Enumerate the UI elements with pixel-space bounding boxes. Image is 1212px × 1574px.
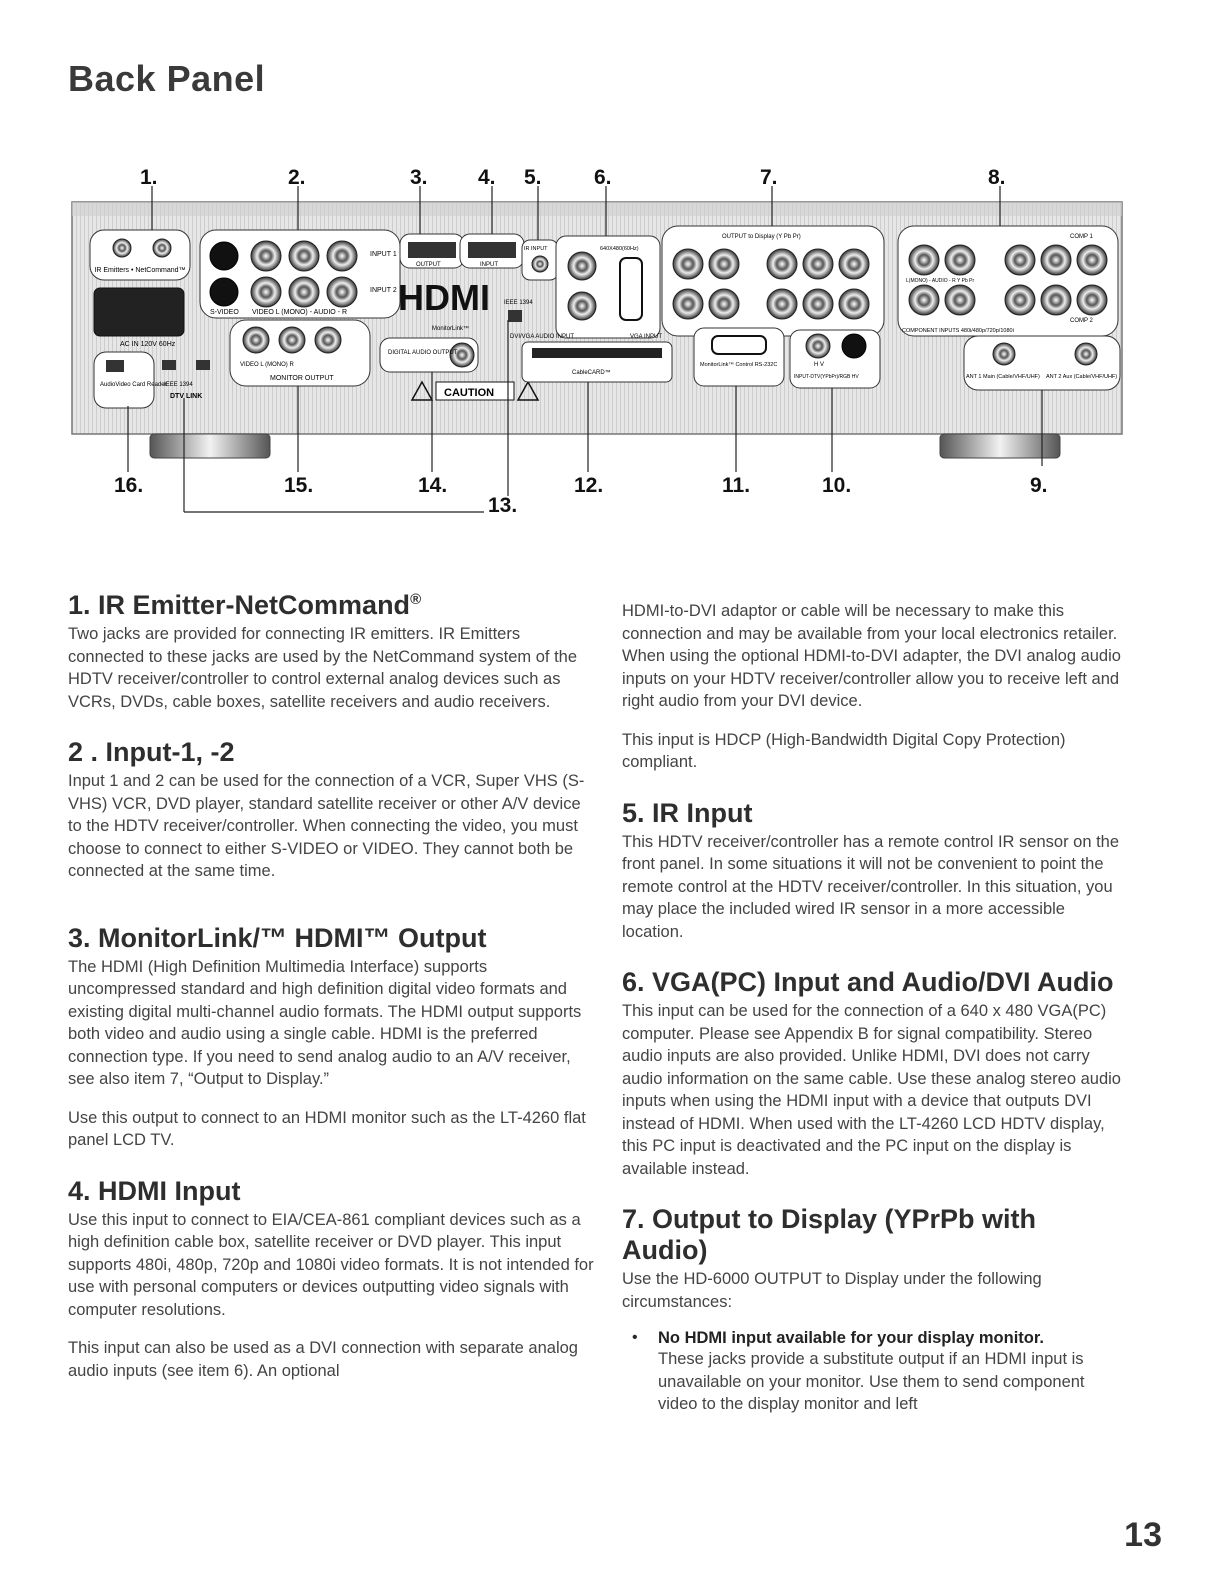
section-vga-input	[622, 967, 1122, 1180]
callout-12: 12.	[574, 474, 604, 497]
section-heading: 2 . Input-1, -2	[68, 737, 235, 768]
svideo-jack-2	[210, 278, 238, 306]
video-audio-label: VIDEO L (MONO) - AUDIO - R	[252, 309, 348, 316]
ir-emitter-jack-2	[153, 239, 171, 257]
paragraph: Use the HD-6000 OUTPUT to Display under the following circumstances:	[622, 1270, 1042, 1311]
monitor-audio-label: VIDEO L (MONO) R	[240, 362, 294, 368]
ant1-jack	[993, 343, 1015, 365]
heading-text: 1. IR Emitter-NetCommand	[68, 590, 411, 620]
monitor-output-label: MONITOR OUTPUT	[270, 375, 334, 382]
callout-9: 9.	[1030, 474, 1048, 497]
callout-14: 14.	[418, 474, 448, 497]
card-reader-label: AudioVideo Card Reader	[100, 382, 167, 388]
bullet-item	[622, 1329, 1122, 1416]
callout-8: 8.	[988, 166, 1006, 189]
callout-11: 11.	[722, 474, 751, 497]
paragraph: This input can also be used as a DVI connection with separate analog audio inputs (see item 6). An optional	[68, 1339, 578, 1380]
rs232-label: MonitorLink™ Control RS-232C	[700, 362, 778, 368]
page-title: Back Panel	[68, 58, 266, 99]
section-heading: 7. Output to Display (YPrPb with Audio)	[622, 1204, 1037, 1266]
callout-10: 10.	[822, 474, 852, 497]
callout-4: 4.	[478, 166, 496, 189]
ir-emitters-label: IR Emitters • NetCommand™	[94, 267, 186, 274]
ac-inlet	[94, 288, 184, 336]
paragraph: HDMI-to-DVI adaptor or cable will be necessary to make this connection and may be available from your local electronics retailer. When using the optional HDMI-to-DVI adapter, the DVI analog audio inputs on your HDTV receiver/controller allow you to receive left and right audio from your DVI device.	[622, 602, 1121, 710]
svideo-jack-1	[210, 242, 238, 270]
ac-in-label: AC IN 120V 60Hz	[120, 341, 176, 348]
section-input-1-2	[68, 737, 598, 883]
ir-input-jack	[532, 256, 548, 272]
right-column	[622, 600, 1122, 1440]
input1-label: INPUT 1	[370, 251, 397, 258]
svideo-label: S-VIDEO	[210, 309, 239, 316]
paragraph: This input can be used for the connection of a 640 x 480 VGA(PC) computer. Please see Appendix B for signal compatibility. Stereo audio inputs are also provided. Unlike HDMI, DVI does not carry audio information on the same cable. Use these analog stereo audio inputs when using the HDMI input with a device that outputs DVI instead of HDMI. When used with the LT-4260 LCD HDTV display, this PC input is deactivated and the PC input on the display is available instead.	[622, 1002, 1121, 1178]
ir-emitter-jack-1	[113, 239, 131, 257]
section-hdmi-input	[68, 1176, 598, 1383]
hdmi-output-label: OUTPUT	[416, 262, 441, 268]
callout-3: 3.	[410, 166, 428, 189]
input2-label: INPUT 2	[370, 287, 397, 294]
ant2-jack	[1075, 343, 1097, 365]
heading-sup: ®	[410, 591, 422, 608]
callout-2: 2.	[288, 166, 306, 189]
callout-1: 1.	[140, 166, 158, 189]
section-heading	[68, 590, 598, 621]
section-heading: 6. VGA(PC) Input and Audio/DVI Audio	[622, 967, 1114, 998]
section-ir-emitter	[68, 590, 598, 713]
paragraph: This HDTV receiver/controller has a remote control IR sensor on the front panel. In some situations it will not be convenient to point the remote control at the HDTV receiver/controller. In this situation, you may place the included wired IR sensor in a more accessible location.	[622, 832, 1120, 941]
paragraph: Use this output to connect to an HDMI monitor such as the LT-4260 flat panel LCD TV.	[68, 1108, 586, 1150]
callout-5: 5.	[524, 166, 542, 189]
comp-audio-label: L(MONO) - AUDIO - R Y Pb Pr	[906, 278, 975, 284]
section-output-display	[622, 1204, 1122, 1416]
component-inputs-label: COMPONENT INPUTS 480i/480p/720p/1080i	[902, 328, 1014, 334]
cablecard-label: CableCARD™	[572, 370, 611, 376]
left-foot	[150, 434, 270, 458]
paragraph: The HDMI (High Definition Multimedia Interface) supports uncompressed standard and high definition digital video formats and existing digital multi-channel audio formats. The HDMI output supports both video and audio using a single cable. HDMI is the preferred connection type. If you need to send analog audio to an A/V receiver, see also item 7, “Output to Display.”	[68, 957, 582, 1089]
ieee-label-right: IEEE 1394	[504, 300, 533, 306]
left-column	[68, 590, 598, 1406]
back-panel-figure	[60, 160, 1160, 520]
callout-7: 7.	[760, 166, 778, 189]
vga-input-label: VGA INPUT	[630, 334, 663, 340]
paragraph: Input 1 and 2 can be used for the connection of a VCR, Super VHS (S-VHS) VCR, DVD player, standard satellite receiver or other A/V device to the HDTV receiver/controller. When connecting the video, you must choose to connect to either S-VIDEO or VIDEO. They cannot both be connected at the same time.	[68, 772, 585, 881]
ir-input-label: IR INPUT	[524, 246, 548, 252]
back-panel-diagram	[60, 160, 1160, 520]
callout-16: 16.	[114, 474, 144, 497]
ant2-label: ANT 2 Aux (Cable/VHF/UHF)	[1046, 374, 1118, 380]
caution-label: CAUTION	[444, 387, 495, 399]
ieee-label-left: IEEE 1394	[164, 382, 193, 388]
paragraph: Two jacks are provided for connecting IR emitters. IR Emitters connected to these jacks are used by the NetCommand system of the HDTV receiver/controller to control external analog devices such as VCRs, DVDs, cable boxes, satellite receivers and audio receivers.	[68, 625, 578, 711]
bullet-title: No HDMI input available for your display monitor.	[658, 1329, 1044, 1348]
section-ir-input	[622, 798, 1122, 944]
hdmi-logo: HDMI	[398, 277, 490, 318]
output-display-box	[662, 226, 884, 336]
callout-6: 6.	[594, 166, 612, 189]
bullet-icon: •	[632, 1329, 638, 1347]
paragraph: Use this input to connect to EIA/CEA-861 compliant devices such as a high definition cable box, satellite receiver or DVD player. This input supports 480i, 480p, 720p and 1080i video formats. It is not intended for use with personal computers or devices outputting video signals with computer resolutions.	[68, 1210, 594, 1319]
callout-15: 15.	[284, 474, 314, 497]
section-hdmi-input-continued	[622, 600, 1122, 774]
monitorlink-label: MonitorLink™	[432, 326, 470, 332]
section-heading: 5. IR Input	[622, 797, 753, 828]
card-slot	[106, 360, 124, 372]
hv-label: H V	[814, 362, 825, 368]
hdmi-input-label: INPUT	[480, 262, 498, 268]
callout-13: 13.	[488, 494, 518, 517]
section-hdmi-output	[68, 923, 598, 1152]
dtv-link-label: DTV LINK	[170, 393, 203, 400]
vga-connector	[620, 258, 642, 320]
section-heading: 3. MonitorLink/™ HDMI™ Output	[68, 922, 487, 953]
comp1-label: COMP 1	[1070, 234, 1093, 240]
page-number: 13	[1124, 1516, 1162, 1554]
digital-audio-label: DIGITAL AUDIO OUTPUT	[388, 350, 458, 356]
rs232-connector	[712, 336, 766, 354]
dtv-input-label: INPUT-DTV(YPbPr)/RGB HV	[794, 374, 859, 380]
paragraph: This input is HDCP (High-Bandwidth Digital Copy Protection) compliant.	[622, 730, 1066, 771]
ant1-label: ANT 1 Main (Cable/VHF/UHF)	[966, 374, 1040, 380]
antenna-box	[964, 336, 1120, 390]
vga-res-label: 640X480(60Hz)	[600, 246, 639, 252]
comp2-label: COMP 2	[1070, 318, 1093, 324]
bullet-text: These jacks provide a substitute output if an HDMI input is unavailable on your monitor. Use them to send component video to the display monitor and left	[658, 1350, 1085, 1414]
section-heading: 4. HDMI Input	[68, 1175, 241, 1206]
output-display-label: OUTPUT to Display (Y Pb Pr)	[722, 234, 801, 240]
dvi-vga-audio-label: DVI/VGA AUDIO INPUT	[510, 334, 575, 340]
